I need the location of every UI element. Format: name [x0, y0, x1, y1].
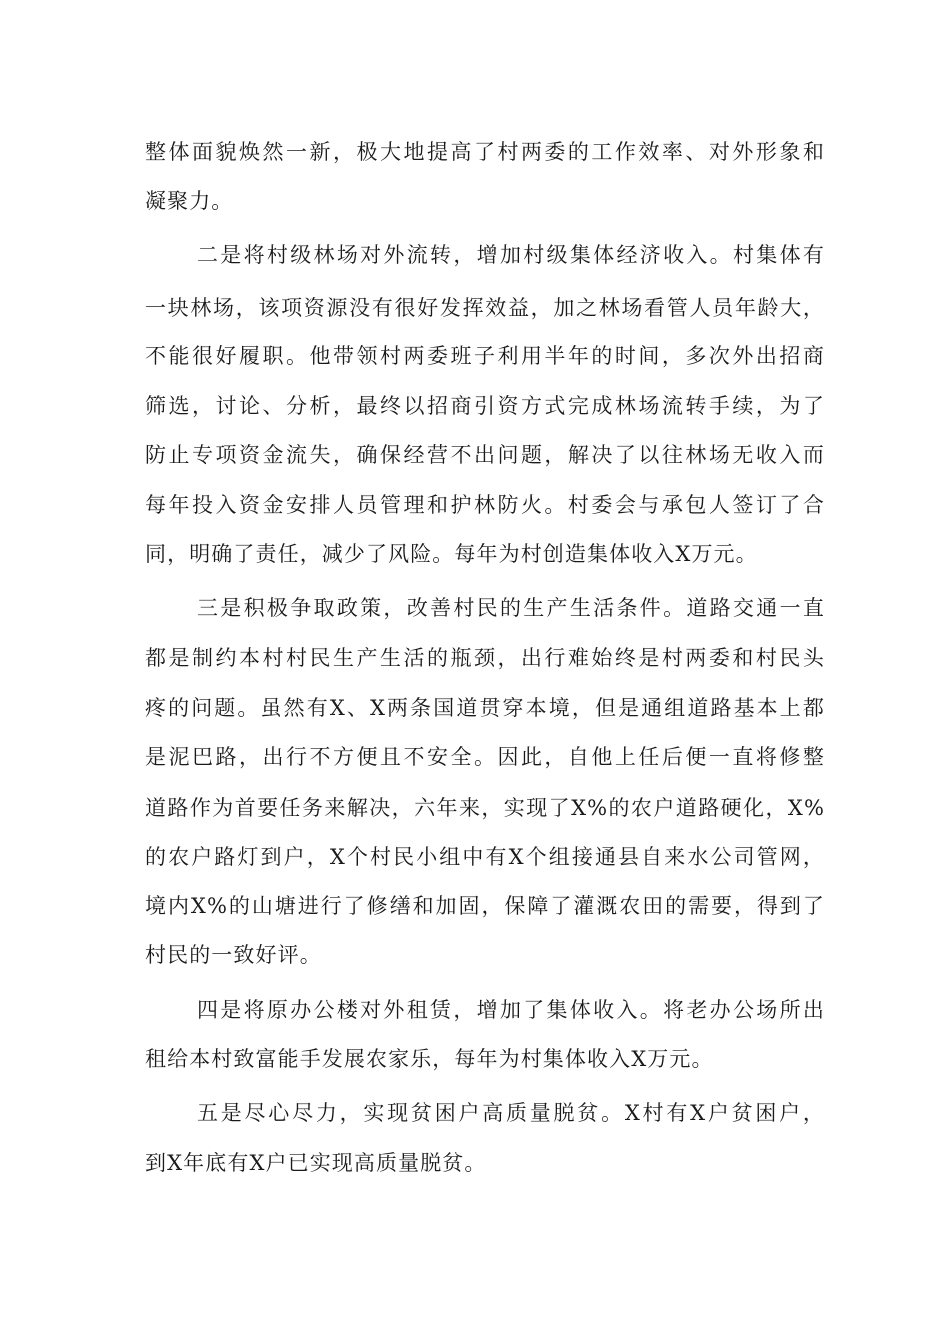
text-line-21: 到X年底有X户已实现高质量脱贫。 [145, 1151, 487, 1175]
text-line-13: 是泥巴路，出行不方便且不安全。因此，自他上任后便一直将修整 [145, 745, 825, 769]
text-line-1: 整体面貌焕然一新，极大地提高了村两委的工作效率、对外形象和 [145, 140, 825, 164]
text-line-3: 二是将村级林场对外流转，增加村级集体经济收入。村集体有 [197, 243, 825, 267]
text-line-12: 疼的问题。虽然有X、X两条国道贯穿本境，但是通组道路基本上都 [145, 696, 825, 720]
text-line-8: 每年投入资金安排人员管理和护林防火。村委会与承包人签订了合 [145, 493, 825, 517]
text-line-2: 凝聚力。 [145, 189, 234, 213]
text-line-5: 不能很好履职。他带领村两委班子利用半年的时间，多次外出招商 [145, 344, 825, 368]
text-line-11: 都是制约本村村民生产生活的瓶颈，出行难始终是村两委和村民头 [145, 646, 825, 670]
text-line-6: 筛选，讨论、分析，最终以招商引资方式完成林场流转手续，为了 [145, 394, 825, 418]
text-line-20: 五是尽心尽力，实现贫困户高质量脱贫。X村有X户贫困户， [197, 1101, 825, 1125]
text-line-14: 道路作为首要任务来解决，六年来，实现了X%的农户道路硬化，X% [145, 796, 825, 820]
text-line-17: 村民的一致好评。 [145, 943, 322, 967]
text-line-18: 四是将原办公楼对外租赁，增加了集体收入。将老办公场所出 [197, 998, 825, 1022]
text-line-10: 三是积极争取政策，改善村民的生产生活条件。道路交通一直 [197, 596, 825, 620]
text-line-19: 租给本村致富能手发展农家乐，每年为村集体收入X万元。 [145, 1047, 714, 1071]
text-line-16: 境内X%的山塘进行了修缮和加固，保障了灌溉农田的需要，得到了 [145, 894, 825, 918]
text-line-4: 一块林场，该项资源没有很好发挥效益，加之林场看管人员年龄大， [145, 296, 825, 320]
text-line-15: 的农户路灯到户，X个村民小组中有X个组接通县自来水公司管网， [145, 845, 825, 869]
text-line-9: 同，明确了责任，减少了风险。每年为村创造集体收入X万元。 [145, 542, 758, 566]
text-line-7: 防止专项资金流失，确保经营不出问题，解决了以往林场无收入而 [145, 443, 825, 467]
